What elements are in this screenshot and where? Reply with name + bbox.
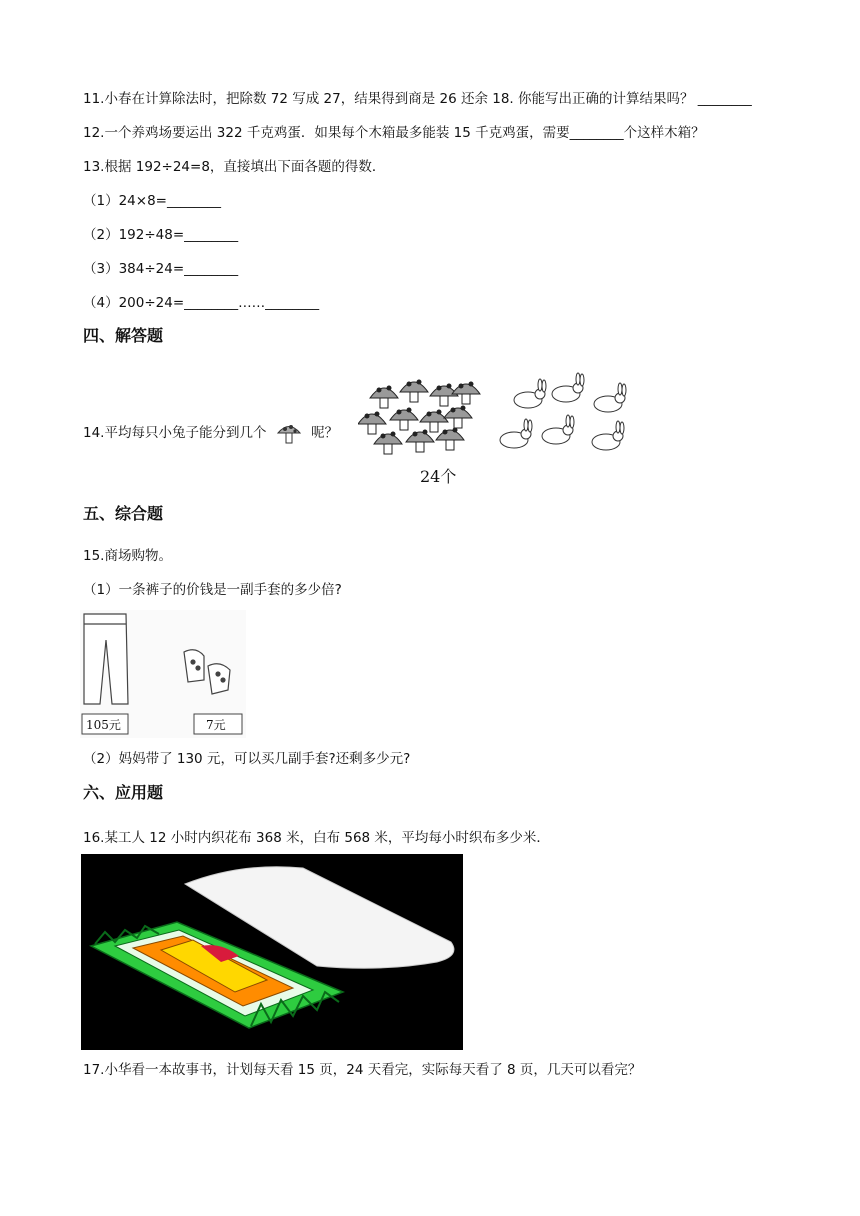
q13-item-1: （1）24×8=________ xyxy=(83,193,221,209)
q13-item-4: （4）200÷24=________……________ xyxy=(83,295,320,311)
mushroom-icon xyxy=(390,408,418,431)
q15-text: 15.商场购物。 xyxy=(83,548,172,564)
mushroom-icon xyxy=(275,420,303,446)
q14-caption: 24个 xyxy=(420,467,457,486)
mushroom-icon xyxy=(374,432,402,455)
rabbit-icon xyxy=(500,419,532,448)
mushroom-icon xyxy=(436,428,464,451)
mushroom-icon xyxy=(444,406,472,429)
section-heading-6: 六、应用题 xyxy=(83,783,164,802)
rabbit-icon xyxy=(594,383,626,412)
section-heading-4: 四、解答题 xyxy=(83,326,164,345)
q13-item-2: （2）192÷48=________ xyxy=(83,227,239,243)
section-heading-5: 五、综合题 xyxy=(83,504,164,523)
shopping-figure xyxy=(80,610,246,738)
q12-text: 12.一个养鸡场要运出 322 千克鸡蛋．如果每个木箱最多能装 15 千克鸡蛋，需要________个这样木箱？ xyxy=(83,125,705,141)
q14-text-post: 呢？ xyxy=(311,425,339,441)
gloves-price: 7元 xyxy=(206,718,226,732)
rabbit-icon xyxy=(514,379,546,408)
q11-text: 11.小春在计算除法时，把除数 72 写成 27，结果得到商是 26 还余 18. 你能写出正确的计算结果吗？ ________ xyxy=(83,91,752,107)
mushroom-icon xyxy=(370,386,398,409)
q13-item-3: （3）384÷24=________ xyxy=(83,261,239,277)
q15-item-2: （2）妈妈带了 130 元，可以买几副手套?还剩多少元? xyxy=(83,751,411,767)
rabbit-icon xyxy=(592,421,624,450)
q13-text: 13.根据 192÷24=8，直接填出下面各题的得数． xyxy=(83,159,386,175)
q17-text: 17.小华看一本故事书，计划每天看 15 页，24 天看完，实际每天看了 8 页，几天可以看完？ xyxy=(83,1062,642,1078)
pants-price: 105元 xyxy=(86,718,121,732)
mushroom-pile xyxy=(358,380,480,455)
mushroom-icon xyxy=(400,380,428,403)
rabbit-icon xyxy=(542,415,574,444)
mushroom-icon xyxy=(420,410,448,433)
q15-item-1: （1）一条裤子的价钱是一副手套的多少倍? xyxy=(83,582,342,598)
q14-text-pre: 14.平均每只小兔子能分到几个 xyxy=(83,425,267,441)
q16-text: 16.某工人 12 小时内织花布 368 米，白布 568 米，平均每小时织布多少米． xyxy=(83,830,550,846)
q14-text xyxy=(83,420,338,446)
rabbit-icon xyxy=(552,373,584,402)
mushroom-icon xyxy=(406,430,434,453)
mushroom-icon xyxy=(358,412,386,435)
mushroom-icon xyxy=(452,382,480,405)
mushroom-icon xyxy=(430,384,458,407)
cloth-figure xyxy=(81,854,463,1050)
mushroom-rabbit-figure xyxy=(358,372,648,488)
rabbit-group xyxy=(500,373,626,450)
